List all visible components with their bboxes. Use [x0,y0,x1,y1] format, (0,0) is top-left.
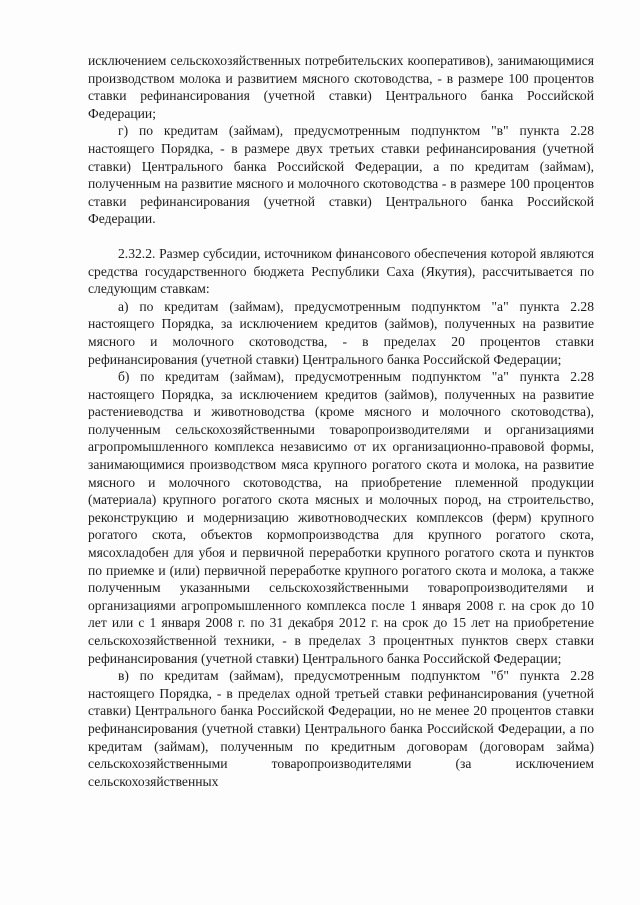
paragraph-item-g: г) по кредитам (займам), предусмотренным подпунктом "в" пункта 2.28 настоящего Порядка, - в размере двух третьих ставки рефинансирования (учетной ставки) Центрального банка Российской Федерации, а по кредитам (займам), полученным на развитие мясного и молочного скотоводства - в размере 100 процентов ставки рефинансирования (учетной ставки) Центрального банка Российской Федерации. [88,123,594,227]
paragraph-item-a: а) по кредитам (займам), предусмотренным подпунктом "а" пункта 2.28 настоящего Порядка, за исключением кредитов (займов), полученных на развитие мясного и молочного скотоводства, - в пределах 20 процентов ставки рефинансирования (учетной ставки) Центрального банка Российской Федерации; [88,298,594,367]
paragraph-2-32-2: 2.32.2. Размер субсидии, источником финансового обеспечения которой являются средства государственного бюджета Республики Саха (Якутия), рассчитывается по следующим ставкам: [88,245,594,297]
paragraph-item-b: б) по кредитам (займам), предусмотренным подпунктом "а" пункта 2.28 настоящего Порядка, за исключением кредитов (займов), полученных на развитие растениеводства и животноводства (кроме мясного и молочного скотоводства), полученным сельскохозяйственными товаропроизводителями и организациями агропромышленного комплекса независимо от их организационно-правовой формы, занимающимися производством мяса крупного рогатого скота и молока, на развитие мясного и молочного скотоводства, на приобретение племенной продукции (материала) крупного рогатого скота мясных и молочных пород, на строительство, реконструкцию и модернизацию животноводческих комплексов (ферм) крупного рогатого скота, объектов кормопроизводства для крупного рогатого скота, мясохладобен для убоя и первичной переработки крупного рогатого скота и пунктов по приемке и (или) первичной переработке крупного рогатого скота и молока, а также полученным указанными сельскохозяйственными товаропроизводителями и организациями агропромышленного комплекса после 1 января 2008 г. на срок до 10 лет или с 1 января 2008 г. по 31 декабря 2012 г. на срок до 15 лет на приобретение сельскохозяйственной техники, - в пределах 3 процентных пунктов сверх ставки рефинансирования (учетной ставки) Центрального банка Российской Федерации; [88,369,594,666]
paragraph-continuation: исключением сельскохозяйственных потребительских кооперативов), занимающимися производством молока и развитием мясного скотоводства, - в размере 100 процентов ставки рефинансирования (учетной ставки) Центрального банка Российской Федерации; [88,53,594,121]
paragraph-item-v: в) по кредитам (займам), предусмотренным подпунктом "б" пункта 2.28 настоящего Порядка, - в пределах одной третьей ставки рефинансирования (учетной ставки) Центрального банка Российской Федерации, но не менее 20 процентов ставки рефинансирования (учетной ставки) Центрального банка Российской Федерации, а по кредитам (займам), полученным по кредитным договорам (договорам займа) сельскохозяйственными товаропроизводителями (за исключением сельскохозяйственных [88,668,594,789]
